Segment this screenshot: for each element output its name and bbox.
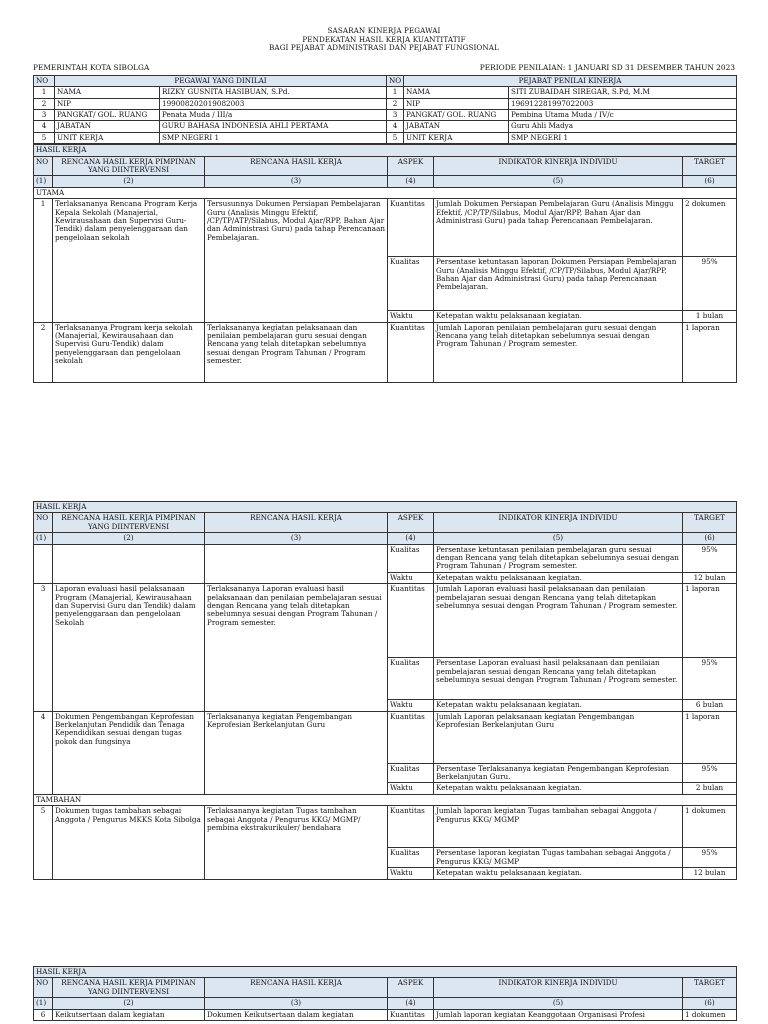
identity-row: 2 NIP 199008202019082003 2 NIP 196912281997022003 bbox=[34, 98, 737, 109]
column-number-row: (1) (2) (3) (4) (5) (6) bbox=[34, 533, 737, 544]
header-subtitle: PENDEKATAN HASIL KERJA KUANTITATIF bbox=[302, 34, 466, 44]
column-header-row: NO RENCANA HASIL KERJA PIMPINAN YANG DIINTERVENSI RENCANA HASIL KERJA ASPEK INDIKATOR KINERJA INDIVIDU TARGET bbox=[34, 156, 737, 176]
document-page-3 bbox=[0, 962, 768, 1024]
column-header-row: NO RENCANA HASIL KERJA PIMPINAN YANG DIINTERVENSI RENCANA HASIL KERJA ASPEK INDIKATOR KINERJA INDIVIDU TARGET bbox=[34, 513, 737, 533]
section-row: HASIL KERJA bbox=[34, 967, 737, 978]
section-utama: UTAMA bbox=[34, 187, 737, 198]
meta-row bbox=[33, 63, 735, 75]
table-row: Waktu Ketepatan waktu pelaksanaan kegiatan. 1 bulan bbox=[34, 311, 737, 322]
document-page-2 bbox=[0, 497, 768, 889]
no-header: NO bbox=[387, 75, 404, 86]
table-row: Waktu Ketepatan waktu pelaksanaan kegiatan. 6 bulan bbox=[34, 700, 737, 711]
table-row: 1 Terlaksananya Rencana Program Kerja Kepala Sekolah (Manajerial, Kewirausahaan dan Supervisi Guru-Tendik) dalam penyelenggaraan dan pengelolaan sekolah Tersusunnya Dokumen Persiapan Pembelajaran Guru (Analisis Minggu Efektif, /CP/TP/ATP/Silabus, Modul Ajar/RPP, Bahan Ajar dan Administrasi Guru) pada tahap Perencanaan Pembelajaran. Kuantitas Jumlah Dokumen Persiapan Pembelajaran Guru (Analisis Minggu Efektif, /CP/TP/Silabus, Modul Ajar/RPP, Bahan Ajar dan Administrasi Guru) pada tahap Perencanaan Pembelajaran. 2 dokumen bbox=[34, 199, 737, 257]
identity-row: 4 JABATAN GURU BAHASA INDONESIA AHLI PERTAMA 4 JABATAN Guru Ahli Madya bbox=[34, 121, 737, 132]
section-row bbox=[34, 794, 737, 805]
table-row: 4 Dokumen Pengembangan Keprofesian Berkelanjutan Pendidik dan Tenaga Kependidikan sesuai dengan tugas pokok dan fungsinya Terlaksananya kegiatan Pengembangan Keprofesian Berkelanjutan Guru Kuantitas Jumlah Laporan pelaksanaan kegiatan Pengembangan Keprofesian Berkelanjutan Guru 1 laporan bbox=[34, 711, 737, 763]
section-row: HASIL KERJA bbox=[34, 502, 737, 513]
penilai-name: SITI ZUBAIDAH SIREGAR, S.Pd, M.M bbox=[509, 87, 737, 98]
column-header-row: NO RENCANA HASIL KERJA PIMPINAN YANG DIINTERVENSI RENCANA HASIL KERJA ASPEK INDIKATOR KINERJA INDIVIDU TARGET bbox=[34, 978, 737, 998]
section-tambahan: TAMBAHAN bbox=[34, 794, 737, 805]
section-row bbox=[34, 187, 737, 198]
table-row: Kualitas Persentase ketuntasan penilaian pembelajaran guru sesuai dengan Rencana yang telah ditetapkan sebelumnya sesuai dengan Program Tahunan / Program semester. 95% bbox=[34, 544, 737, 572]
identity-row: 1 NAMA RIZKY GUSNITA HASIBUAN, S.Pd. 1 NAMA SITI ZUBAIDAH SIREGAR, S.Pd, M.M bbox=[34, 87, 737, 98]
section-hasil-kerja: HASIL KERJA bbox=[34, 145, 737, 156]
header-title: SASARAN KINERJA PEGAWAI bbox=[327, 26, 441, 35]
table-row: Waktu Ketepatan waktu pelaksanaan kegiatan. 2 bulan bbox=[34, 783, 737, 794]
column-number-row: (1) (2) (3) (4) (5) (6) bbox=[34, 998, 737, 1009]
table-row: 6 Keikutsertaan dalam kegiatan Dokumen Keikutsertaan dalam kegiatan Kuantitas Jumlah laporan kegiatan Keanggotaan Organisasi Profesi 1 dokumen bbox=[34, 1009, 737, 1020]
document-page-1 bbox=[0, 0, 768, 430]
identity-row: 3 PANGKAT/ GOL. RUANG Penata Muda / III/a 3 PANGKAT/ GOL. RUANG Pembina Utama Muda / IV/c bbox=[34, 110, 737, 121]
table-row: 2 Terlaksananya Program kerja sekolah (Manajerial, Kewirausahaan dan Supervisi Guru-Tendik) dalam penyelenggaraan dan pengelolaan sekolah Terlaksananya kegiatan pelaksanaan dan penilaian pembelajaran guru sesuai dengan Rencana yang telah ditetapkan sebelumnya sesuai dengan Program Tahunan / Program semester. Kuantitas Jumlah Laporan penilaian pembelajaran guru sesuai dengan Rencana yang telah ditetapkan sebelumnya sesuai dengan Program Tahunan / Program semester. 1 laporan bbox=[34, 322, 737, 382]
period-label: PERIODE PENILAIAN: 1 JANUARI SD 31 DESEMBER TAHUN 2023 bbox=[479, 62, 735, 72]
no-header: NO bbox=[34, 75, 55, 86]
table-row: Waktu Ketepatan waktu pelaksanaan kegiatan. 12 bulan bbox=[34, 868, 737, 879]
identity-row: 5 UNIT KERJA SMP NEGERI 1 5 UNIT KERJA SMP NEGERI 1 bbox=[34, 132, 737, 143]
header-subtitle-2: BAGI PEJABAT ADMINISTRASI DAN PEJABAT FUNGSIONAL bbox=[269, 43, 499, 53]
pegawai-name: RIZKY GUSNITA HASIBUAN, S.Pd. bbox=[160, 87, 387, 98]
hasil-kerja-table bbox=[33, 144, 737, 382]
table-row: Kualitas Persentase laporan kegiatan Tugas tambahan sebagai Anggota / Pengurus KKG/ MGMP 95% bbox=[34, 848, 737, 868]
document-header bbox=[0, 27, 768, 53]
section-row bbox=[34, 145, 737, 156]
hasil-kerja-table bbox=[33, 501, 737, 880]
pegawai-header: PEGAWAI YANG DINILAI bbox=[55, 75, 387, 86]
hasil-kerja-table bbox=[33, 966, 737, 1021]
table-row: Kualitas Persentase ketuntasan laporan Dokumen Persiapan Pembelajaran Guru (Analisis Minggu Efektif, /CP/TP/Silabus, Modul Ajar/RPP, Bahan Ajar dan Administrasi Guru) pada tahap Perencanaan Pembelajaran. 95% bbox=[34, 257, 737, 311]
institution-label: PEMERINTAH KOTA SIBOLGA bbox=[33, 62, 150, 72]
column-number-row: (1) (2) (3) (4) (5) (6) bbox=[34, 176, 737, 187]
identity-header-row bbox=[34, 75, 737, 86]
table-row: Kualitas Persentase Laporan evaluasi hasil pelaksanaan dan penilaian pembelajaran sesuai dengan Rencana yang telah ditetapkan sebelumnya sesuai dengan Program Tahunan / Program semester. 95% bbox=[34, 658, 737, 700]
table-row: 5 Dokumen tugas tambahan sebagai Anggota / Pengurus MKKS Kota Sibolga Terlaksananya kegiatan Tugas tambahan sebagai Anggota / Pengurus KKG/ MGMP/ pembina ekstrakurikuler/ bendahara Kuantitas Jumlah laporan kegiatan Tugas tambahan sebagai Anggota / Pengurus KKG/ MGMP 1 dokumen bbox=[34, 806, 737, 848]
penilai-header: PEJABAT PENILAI KINERJA bbox=[404, 75, 737, 86]
identity-table bbox=[33, 75, 737, 144]
table-row: 3 Laporan evaluasi hasil pelaksanaan Program (Manajerial, Kewirausahaan dan Supervisi Guru dan Tendik) dalam penyelenggaraan dan pengelolaan Sekolah Terlaksananya Laporan evaluasi hasil pelaksanaan dan penilaian pembelajaran sesuai dengan Rencana yang telah ditetapkan sebelumnya sesuai dengan Program Tahunan / Program semester. Kuantitas Jumlah Laporan evaluasi hasil pelaksanaan dan penilaian pembelajaran sesuai dengan Rencana yang telah ditetapkan sebelumnya sesuai dengan Program Tahunan / Program semester. 1 laporan bbox=[34, 584, 737, 658]
table-row: Waktu Ketepatan waktu pelaksanaan kegiatan. 12 bulan bbox=[34, 572, 737, 583]
table-row: Kualitas Persentase Terlaksananya kegiatan Pengembangan Keprofesian Berkelanjutan Guru. 95% bbox=[34, 763, 737, 783]
